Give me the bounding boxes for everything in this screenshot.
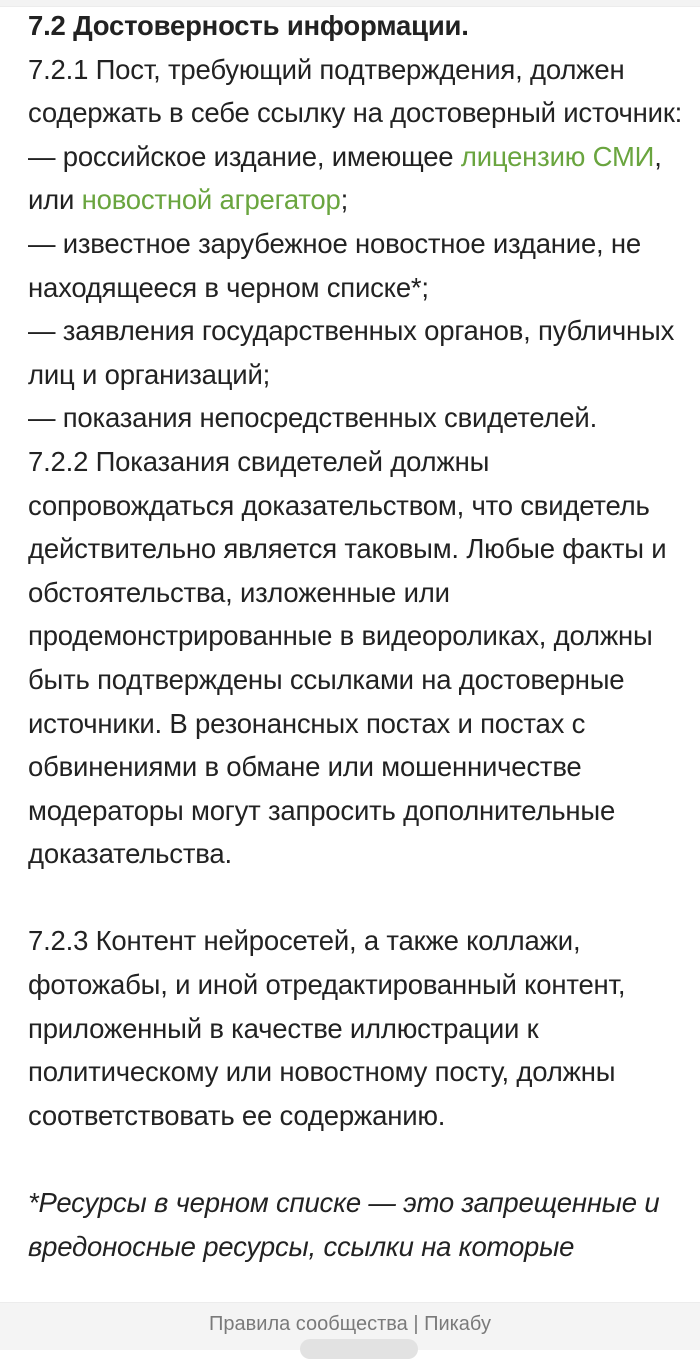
source-item-russian-media — [28, 135, 692, 222]
paragraph-gap — [28, 1137, 692, 1181]
page-title: Правила сообщества | Пикабу — [209, 1313, 491, 1335]
source-item-official-statements: — заявления государственных органов, публичных лиц и организаций; — [28, 315, 675, 390]
paragraph-7-2-1: 7.2.1 Пост, требующий подтверждения, должен содержать в себе ссылку на достоверный источник: — [28, 53, 683, 129]
source-item-foreign-media: — известное зарубежное новостное издание, не находящееся в черном списке*; — [28, 227, 641, 303]
source-item-text: , или — [28, 140, 662, 216]
paragraph-gap — [28, 876, 692, 920]
section-heading: 7.2 Достоверность информации. — [28, 10, 469, 41]
gesture-handle[interactable] — [300, 1339, 418, 1359]
blacklist-footnote: *Ресурсы в черном списке — это запрещенные и вредоносные ресурсы, ссылки на которые — [28, 1187, 660, 1262]
source-item-witnesses: — показания непосредственных свидетелей. — [28, 402, 598, 434]
paragraph-7-2-2: 7.2.2 Показания свидетелей должны сопровождаться доказательством, что свидетель действительно является таковым. Любые факты и обстоятельства, изложенные или продемонстрированные в видеороликах, должны быть подтверждены ссылками на достоверные источники. В резонансных постах и постах с обвинениями в обмане или мошенничестве модераторы могут запросить дополнительные доказательства. — [28, 445, 667, 870]
paragraph-7-2-3: 7.2.3 Контент нейросетей, а также коллажи, фотожабы, и иной отредактированный контент, приложенный в качестве иллюстрации к политическому или новостному посту, должны соответствовать ее содержанию. — [28, 925, 626, 1131]
article-body — [28, 4, 692, 1268]
news-aggregator-link[interactable]: новостной агрегатор — [81, 184, 341, 216]
source-item-text: — российское издание, имеющее — [28, 140, 461, 172]
source-item-text: ; — [340, 184, 349, 216]
media-license-link[interactable]: лицензию СМИ — [460, 140, 655, 172]
